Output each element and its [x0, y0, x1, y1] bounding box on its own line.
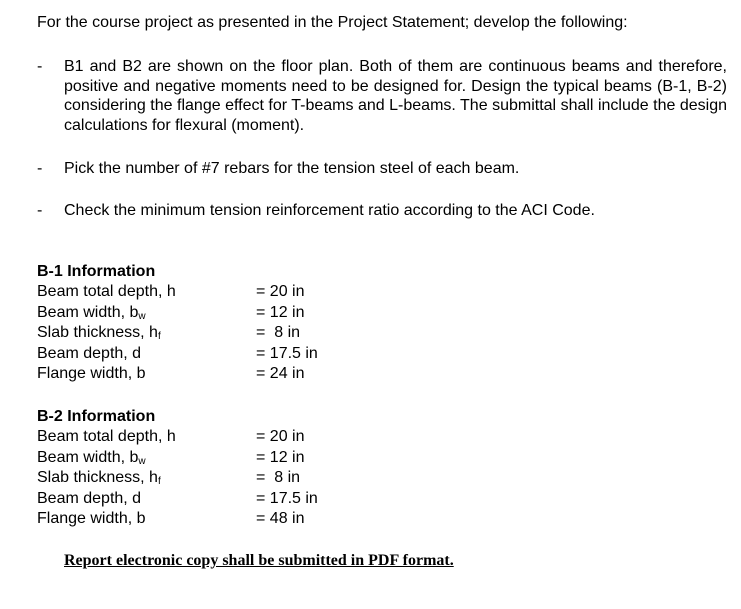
row-label-text: Slab thickness, h	[37, 324, 158, 342]
row-value: = 20 in	[256, 428, 305, 446]
info-row	[37, 323, 301, 343]
bullet-text: Pick the number of #7 rebars for the tension steel of each beam.	[64, 160, 520, 177]
row-value: = 8 in	[256, 324, 301, 342]
subscript: f	[157, 331, 161, 343]
bullet-item	[37, 159, 727, 179]
bullet-dash: -	[37, 160, 43, 177]
subscript: w	[138, 310, 146, 322]
row-label: Beam depth, d	[37, 489, 142, 507]
info-row	[37, 509, 305, 529]
info-row	[37, 448, 305, 468]
section-heading: B-2 Information	[37, 408, 156, 425]
row-value: = 8 in	[256, 469, 301, 487]
row-value: = 17.5 in	[256, 344, 318, 362]
bullet-item	[37, 57, 727, 135]
bullet-dash: -	[37, 202, 43, 219]
info-row	[37, 489, 318, 509]
row-value: = 20 in	[256, 283, 305, 301]
section-heading: B-1 Information	[37, 263, 156, 280]
info-row	[37, 303, 305, 323]
row-label: Beam depth, d	[37, 344, 142, 362]
row-value: = 12 in	[256, 303, 305, 321]
info-row	[37, 468, 301, 488]
submission-note: Report electronic copy shall be submitted in PDF format.	[64, 552, 454, 569]
bullet-text: B1 and B2 are shown on the floor plan. Both of them are continuous beams and therefore, positive and negative moments need to be designed for. Design the typical beams (B-1, B-2) considering the flange effect for T-beams and L-beams. The submittal shall include the design calculations for flexural (moment).	[64, 58, 727, 134]
bullet-text: Check the minimum tension reinforcement ratio according to the ACI Code.	[64, 202, 595, 219]
subscript: f	[157, 476, 161, 488]
row-value: = 17.5 in	[256, 489, 318, 507]
bullet-dash: -	[37, 58, 43, 75]
row-value: = 48 in	[256, 509, 305, 527]
row-label: Beam total depth, h	[37, 283, 176, 301]
row-label-text: Slab thickness, h	[37, 469, 158, 487]
info-row	[37, 282, 305, 302]
info-row	[37, 344, 318, 364]
info-row	[37, 364, 305, 384]
info-row	[37, 427, 305, 447]
row-label-text: Beam width, b	[37, 303, 139, 321]
row-label: Flange width, b	[37, 364, 146, 382]
bullet-item	[37, 201, 727, 221]
row-value: = 24 in	[256, 364, 305, 382]
row-label-text: Beam width, b	[37, 448, 139, 466]
subscript: w	[138, 455, 146, 467]
row-label: Beam total depth, h	[37, 428, 176, 446]
b2-information-section	[37, 407, 318, 529]
row-label: Flange width, b	[37, 509, 146, 527]
row-value: = 12 in	[256, 448, 305, 466]
b1-information-section	[37, 262, 318, 384]
intro-text: For the course project as presented in the Project Statement; develop the following:	[37, 14, 628, 31]
